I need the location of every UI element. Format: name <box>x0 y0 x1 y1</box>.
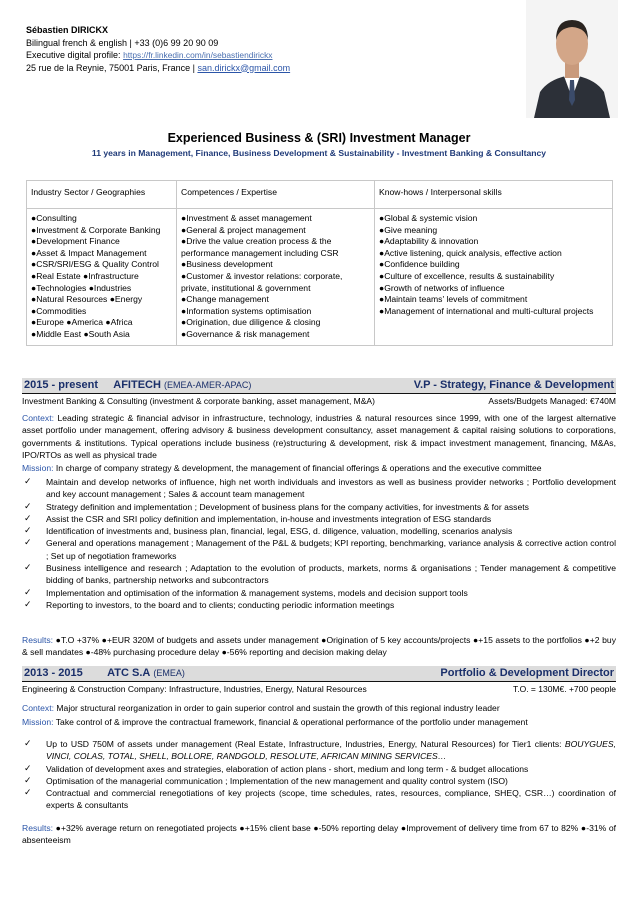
list-item: ●Growth of networks of influence <box>379 282 505 293</box>
job2-period: 2013 - 2015 <box>24 667 83 679</box>
list-item <box>22 537 616 562</box>
list-item: ●Culture of excellence, results & sustainability <box>379 270 555 281</box>
job1-results-text: ●T.O +37% ●+EUR 320M of budgets and assets under management ●Origination of 5 key accounts/projects ●+15 assets to the portfolios ●+2 buy & sell mandates ●-48% purchasing procedure delay ●-56% reporting and decision making delay <box>22 635 616 658</box>
checkmark-icon: ✓ <box>24 788 32 799</box>
bullet-text: Optimisation of the managerial communication ; Implementation of the new management and quality control system (ISO) <box>46 775 508 786</box>
skills-header-competences: Competences / Expertise <box>177 181 375 209</box>
job2-results-label: Results: <box>22 823 54 833</box>
list-item: ●Investment & Corporate Banking ●Development Finance <box>31 224 161 247</box>
list-item: ●CSR/SRI/ESG & Quality Control <box>31 259 159 270</box>
checkmark-icon: ✓ <box>24 763 32 774</box>
list-item: ●Active listening, quick analysis, effective action <box>379 247 562 258</box>
checkmark-icon: ✓ <box>24 775 32 786</box>
job2-bullets <box>22 738 616 812</box>
bullet-text: General and operations management ; Management of the P&L & budgets; KPI reporting, benchmarking, variance analysis & corrective action control ; Set up of negotiation frameworks <box>46 538 616 561</box>
list-item: ●Asset & Impact Management <box>31 247 147 258</box>
list-item: ●Natural Resources ●Energy <box>31 294 143 305</box>
job1-mission-label: Mission: <box>22 463 54 473</box>
bullet-text: Strategy definition and implementation ; Development of business plans for the company activities, for investments & for assets <box>46 501 529 512</box>
list-item <box>22 513 616 525</box>
job1-bullets <box>22 476 616 611</box>
bullet-text: Maintain and develop networks of influence, high net worth individuals and investors as well as business provider networks ; Portfolio development and key account management ; Sales & account team management <box>46 477 616 500</box>
headline-subtitle: 11 years in Management, Finance, Business Development & Sustainability - Investment Banking & Consultancy <box>91 148 547 158</box>
checkmark-icon: ✓ <box>24 513 32 524</box>
job2-region: (EMEA) <box>153 668 185 678</box>
checkmark-icon: ✓ <box>24 538 32 549</box>
list-item: ●Confidence building <box>379 259 460 270</box>
job2-company: ATC S.A <box>107 667 151 679</box>
list-item <box>22 525 616 537</box>
bullet-text: Business intelligence and research ; Adaptation to the evolution of products, markets, norms & organisations ; Tender management & competitive bidding of banks, partnership networks and subcontractors <box>46 563 616 586</box>
list-item <box>22 787 616 812</box>
skills-col-competences <box>177 209 375 346</box>
list-item: ●Middle East ●South Asia <box>31 328 130 339</box>
profile-line <box>26 49 290 62</box>
candidate-name: Sébastien DIRICKX <box>26 25 109 35</box>
job2-results-text: ●+32% average return on renegotiated projects ●+15% client base ●-50% reporting delay ●Improvement of delivery time from 67 to 82% ●-31% of absenteeism <box>22 823 616 846</box>
checkmark-icon: ✓ <box>24 501 32 512</box>
job1-heading-left <box>24 378 251 393</box>
list-item: ●Technologies ●Industries <box>31 282 132 293</box>
job1-role: V.P - Strategy, Finance & Development <box>413 379 614 391</box>
list-item: ●Customer & investor relations: corporate, private, institutional & government <box>181 270 343 293</box>
address-line <box>26 62 290 75</box>
job2-desc-line <box>22 683 616 695</box>
bullet-text: Contractual and commercial renegotiations of key projects (scope, time schedules, rates, resources, compliance, SHEQ, CSR…) coordination of experts & consultants <box>46 788 616 811</box>
list-item: ●Management of international and multi-cultural projects <box>379 305 594 316</box>
list-item: ●Real Estate ●Infrastructure <box>31 270 139 281</box>
bullet-clients: BOUYGUES, VINCI, COLAS, TOTAL, SHELL, BOLLORE, RANDGOLD, RESOLUTE, AFRICAN MINING SERVICES… <box>46 739 616 762</box>
contact-header <box>26 24 290 74</box>
list-item <box>22 599 616 611</box>
job2-mission-text: Take control of & improve the contractual framework, financial & operational performance of the portfolio under management <box>53 717 528 727</box>
job2-mission <box>22 716 616 728</box>
job2-desc: Engineering & Construction Company: Infrastructure, Industries, Energy, Natural Resources <box>22 684 367 694</box>
skills-col-industry <box>27 209 177 346</box>
list-item <box>22 763 616 775</box>
skills-header-industry: Industry Sector / Geographies <box>27 181 177 209</box>
list-item: ●Information systems optimisation <box>181 305 312 316</box>
job1-desc: Investment Banking & Consulting (investment & corporate banking, asset management, M&A) <box>22 396 375 406</box>
job1-results-label: Results: <box>22 635 54 645</box>
checkmark-icon: ✓ <box>24 563 32 574</box>
bullet-text: Reporting to investors, to the board and to clients; conducting periodic information meetings <box>46 599 395 610</box>
list-item: ●Governance & risk management <box>181 328 310 339</box>
job2-context-text: Major structural reorganization in order to gain superior control and sustain the growth of this regional industry leader <box>54 703 500 713</box>
linkedin-link[interactable]: https://fr.linkedin.com/in/sebastiendirickx <box>123 50 273 60</box>
checkmark-icon: ✓ <box>24 526 32 537</box>
bullet-text: Assist the CSR and SRI policy definition and implementation, in-house and investments integration of ESG standards <box>46 513 492 524</box>
checkmark-icon: ✓ <box>24 587 32 598</box>
list-item <box>22 476 616 501</box>
job1-mission-text: In charge of company strategy & development, the management of financial offerings & operations and the executive committee <box>53 463 542 473</box>
list-item: ●Business development <box>181 259 273 270</box>
job2-mission-label: Mission: <box>22 717 54 727</box>
list-item <box>22 562 616 587</box>
job1-desc-line <box>22 395 616 407</box>
list-item: ●Commodities <box>31 305 87 316</box>
job2-heading-left <box>24 666 185 681</box>
job1-heading-band <box>22 378 616 394</box>
list-item: ●Investment & asset management <box>181 213 312 223</box>
profile-photo <box>526 0 618 118</box>
job1-region: (EMEA-AMER-APAC) <box>164 380 252 390</box>
checkmark-icon: ✓ <box>24 739 32 749</box>
address: 25 rue de la Reynie, 75001 Paris, France | <box>26 62 198 73</box>
job1-mission <box>22 462 616 474</box>
bullet-text: Implementation and optimisation of the information & management systems, models and decision support tools <box>46 587 468 598</box>
job2-heading-band <box>22 666 616 682</box>
job2-results <box>22 822 616 847</box>
checkmark-icon: ✓ <box>24 477 32 487</box>
profile-label: Executive digital profile: <box>26 50 124 60</box>
skills-table <box>26 180 613 346</box>
list-item: ●Give meaning <box>379 224 438 235</box>
skills-col-knowhows <box>375 209 613 346</box>
bullet-text: Validation of development axes and strategies, elaboration of action plans - short, medium and long term - & budget allocations <box>46 763 529 774</box>
job1-results <box>22 634 616 659</box>
bullet-text: Identification of investments and, business plan, financial, legal, ESG, d. diligence, valuation, modelling, scenarios analysis <box>46 526 513 537</box>
list-item <box>22 501 616 513</box>
portrait-image <box>526 0 618 118</box>
list-item: ●Origination, due diligence & closing <box>181 317 321 328</box>
job2-context <box>22 702 616 714</box>
skills-header-knowhows: Know-hows / Interpersonal skills <box>375 181 613 209</box>
list-item <box>22 738 616 763</box>
list-item: ●Europe ●America ●Africa <box>31 317 133 328</box>
job1-period: 2015 - present <box>24 379 98 391</box>
list-item: ●Drive the value creation process & the performance management including CSR <box>181 236 339 258</box>
list-item <box>22 587 616 599</box>
list-item <box>22 775 616 787</box>
list-item: ●Adaptability & innovation <box>379 236 479 247</box>
list-item: ●Global & systemic vision <box>379 213 478 223</box>
list-item: ●Change management <box>181 294 269 305</box>
job1-context-text: Leading strategic & financial advisor in infrastructure, technology, industries & natural resources since 1999, with one of the largest alternative asset portfolio under management, offering advisory & business development consultancy, asset management & capital raising solutions to corporations, governments & institutions. Typical operations include business (re)structuring & development, risk & impact investment management, financing, M&As, IPO/RTOs as well as physical trade <box>22 413 616 461</box>
job1-company: AFITECH <box>113 379 161 391</box>
job1-context-label: Context: <box>22 413 55 423</box>
checkmark-icon: ✓ <box>24 599 32 610</box>
list-item: ●General & project management <box>181 224 306 235</box>
job2-assets: T.O. = 130M€. +700 people <box>512 684 616 694</box>
list-item: ●Maintain teams' levels of commitment <box>379 294 528 305</box>
job1-assets: Assets/Budgets Managed: €740M <box>488 396 616 406</box>
headline-title: Experienced Business & (SRI) Investment Manager <box>167 131 471 145</box>
languages-phone: Bilingual french & english | +33 (0)6 99 20 90 09 <box>26 37 219 48</box>
bullet-text: Up to USD 750M of assets under management (Real Estate, Infrastructure, Industries, Energy, Natural Resources) for Tier1 clients: <box>46 739 565 749</box>
email-link[interactable]: san.dirickx@gmail.com <box>197 62 291 73</box>
list-item: ●Consulting <box>31 213 77 223</box>
job2-context-label: Context: <box>22 703 55 713</box>
job1-context <box>22 412 616 462</box>
job2-role: Portfolio & Development Director <box>440 667 614 679</box>
